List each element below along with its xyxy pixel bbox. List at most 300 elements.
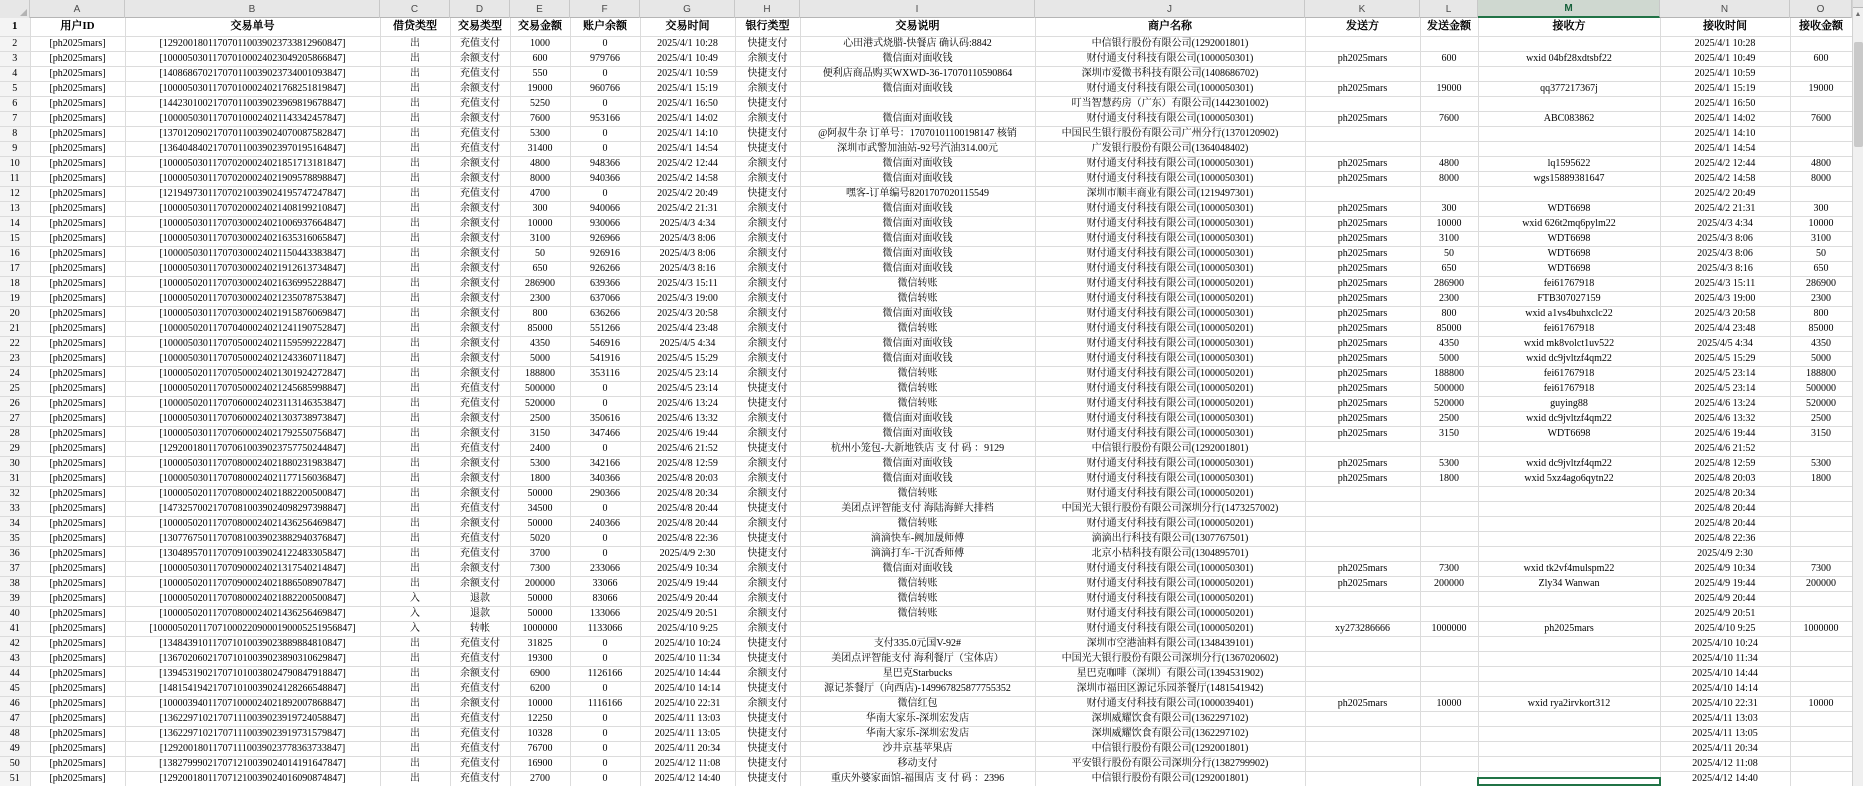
row-header-27[interactable]: 27 — [0, 411, 30, 426]
cell-K37[interactable]: ph2025mars — [1305, 561, 1420, 576]
cell-G49[interactable]: 2025/4/11 20:34 — [640, 741, 735, 756]
cell-O5[interactable]: 19000 — [1790, 81, 1852, 96]
cell-G27[interactable]: 2025/4/6 13:32 — [640, 411, 735, 426]
cell-C15[interactable]: 出 — [380, 231, 450, 246]
cell-H43[interactable]: 快捷支付 — [735, 651, 800, 666]
cell-A23[interactable]: [ph2025mars] — [30, 351, 125, 366]
cell-B4[interactable]: [140868670217070110039023734001093847] — [125, 66, 380, 81]
cell-F30[interactable]: 342166 — [570, 456, 640, 471]
cell-A15[interactable]: [ph2025mars] — [30, 231, 125, 246]
cell-O44[interactable] — [1790, 666, 1852, 681]
cell-J17[interactable]: 财付通支付科技有限公司(1000050301) — [1035, 261, 1305, 276]
column-header-H[interactable]: H — [735, 0, 800, 18]
cell-J4[interactable]: 深圳市爱微书科技有限公司(1408686702) — [1035, 66, 1305, 81]
cell-H18[interactable]: 余额支付 — [735, 276, 800, 291]
cell-L32[interactable] — [1420, 486, 1478, 501]
cell-I21[interactable]: 微信转账 — [800, 321, 1035, 336]
cell-K46[interactable]: ph2025mars — [1305, 696, 1420, 711]
cell-K8[interactable] — [1305, 126, 1420, 141]
cell-O4[interactable] — [1790, 66, 1852, 81]
cell-E28[interactable]: 3150 — [510, 426, 570, 441]
cell-H21[interactable]: 余额支付 — [735, 321, 800, 336]
cell-I19[interactable]: 微信转账 — [800, 291, 1035, 306]
cell-B29[interactable]: [129200180117070610039023757750244847] — [125, 441, 380, 456]
cell-N18[interactable]: 2025/4/3 15:11 — [1660, 276, 1790, 291]
cell-C16[interactable]: 出 — [380, 246, 450, 261]
column-header-F[interactable]: F — [570, 0, 640, 18]
cell-O14[interactable]: 10000 — [1790, 216, 1852, 231]
cell-E16[interactable]: 50 — [510, 246, 570, 261]
cell-F5[interactable]: 960766 — [570, 81, 640, 96]
cell-F45[interactable]: 0 — [570, 681, 640, 696]
cell-A6[interactable]: [ph2025mars] — [30, 96, 125, 111]
cell-J9[interactable]: 广发银行股份有限公司(1364048402) — [1035, 141, 1305, 156]
cell-C41[interactable]: 入 — [380, 621, 450, 636]
cell-C2[interactable]: 出 — [380, 36, 450, 51]
cell-O42[interactable] — [1790, 636, 1852, 651]
row-header-43[interactable]: 43 — [0, 651, 30, 666]
cell-J32[interactable]: 财付通支付科技有限公司(1000050201) — [1035, 486, 1305, 501]
column-title-cell-K1[interactable]: 发送方 — [1305, 18, 1420, 36]
cell-D7[interactable]: 余额支付 — [450, 111, 510, 126]
cell-K32[interactable] — [1305, 486, 1420, 501]
cell-I47[interactable]: 华南大家乐-深圳宏发店 — [800, 711, 1035, 726]
cell-F51[interactable]: 0 — [570, 771, 640, 786]
cell-J45[interactable]: 深圳市福田区源记乐园茶餐厅(1481541942) — [1035, 681, 1305, 696]
row-header-29[interactable]: 29 — [0, 441, 30, 456]
cell-O43[interactable] — [1790, 651, 1852, 666]
cell-D19[interactable]: 余额支付 — [450, 291, 510, 306]
cell-J19[interactable]: 财付通支付科技有限公司(1000050201) — [1035, 291, 1305, 306]
cell-B12[interactable]: [121949730117070210039024195747247847] — [125, 186, 380, 201]
cell-N39[interactable]: 2025/4/9 20:44 — [1660, 591, 1790, 606]
cell-G15[interactable]: 2025/4/3 8:06 — [640, 231, 735, 246]
cell-J36[interactable]: 北京小桔科技有限公司(1304895701) — [1035, 546, 1305, 561]
row-header-42[interactable]: 42 — [0, 636, 30, 651]
cell-D40[interactable]: 退款 — [450, 606, 510, 621]
cell-N10[interactable]: 2025/4/2 12:44 — [1660, 156, 1790, 171]
cell-L38[interactable]: 200000 — [1420, 576, 1478, 591]
cell-G51[interactable]: 2025/4/12 14:40 — [640, 771, 735, 786]
cell-G28[interactable]: 2025/4/6 19:44 — [640, 426, 735, 441]
cell-K43[interactable] — [1305, 651, 1420, 666]
cell-J7[interactable]: 财付通支付科技有限公司(1000050301) — [1035, 111, 1305, 126]
cell-L13[interactable]: 300 — [1420, 201, 1478, 216]
row-header-41[interactable]: 41 — [0, 621, 30, 636]
cell-E17[interactable]: 650 — [510, 261, 570, 276]
cell-N51[interactable]: 2025/4/12 14:40 — [1660, 771, 1790, 786]
row-header-18[interactable]: 18 — [0, 276, 30, 291]
cell-N11[interactable]: 2025/4/2 14:58 — [1660, 171, 1790, 186]
cell-E6[interactable]: 5250 — [510, 96, 570, 111]
cell-N33[interactable]: 2025/4/8 20:44 — [1660, 501, 1790, 516]
cell-F38[interactable]: 33066 — [570, 576, 640, 591]
cell-A11[interactable]: [ph2025mars] — [30, 171, 125, 186]
cell-M34[interactable] — [1478, 516, 1660, 531]
cell-H45[interactable]: 快捷支付 — [735, 681, 800, 696]
cell-L40[interactable] — [1420, 606, 1478, 621]
cell-C28[interactable]: 出 — [380, 426, 450, 441]
cell-J40[interactable]: 财付通支付科技有限公司(1000050201) — [1035, 606, 1305, 621]
cell-I46[interactable]: 微信红包 — [800, 696, 1035, 711]
cell-D32[interactable]: 余额支付 — [450, 486, 510, 501]
cell-C20[interactable]: 出 — [380, 306, 450, 321]
cell-I15[interactable]: 微信面对面收钱 — [800, 231, 1035, 246]
cell-K27[interactable]: ph2025mars — [1305, 411, 1420, 426]
cell-M23[interactable]: wxid dc9jvltzf4qm22 — [1478, 351, 1660, 366]
cell-A40[interactable]: [ph2025mars] — [30, 606, 125, 621]
cell-L47[interactable] — [1420, 711, 1478, 726]
cell-D8[interactable]: 充值支付 — [450, 126, 510, 141]
cell-F23[interactable]: 541916 — [570, 351, 640, 366]
cell-K34[interactable] — [1305, 516, 1420, 531]
cell-H22[interactable]: 余额支付 — [735, 336, 800, 351]
cell-E4[interactable]: 550 — [510, 66, 570, 81]
cell-H25[interactable]: 快捷支付 — [735, 381, 800, 396]
cell-B31[interactable]: [100005030117070800024021177156036847] — [125, 471, 380, 486]
cell-D38[interactable]: 余额支付 — [450, 576, 510, 591]
cell-C5[interactable]: 出 — [380, 81, 450, 96]
cell-F36[interactable]: 0 — [570, 546, 640, 561]
cell-A44[interactable]: [ph2025mars] — [30, 666, 125, 681]
cell-O50[interactable] — [1790, 756, 1852, 771]
cell-G42[interactable]: 2025/4/10 10:24 — [640, 636, 735, 651]
cell-F41[interactable]: 1133066 — [570, 621, 640, 636]
cell-C11[interactable]: 出 — [380, 171, 450, 186]
cell-E49[interactable]: 76700 — [510, 741, 570, 756]
cell-J51[interactable]: 中信银行股份有限公司(1292001801) — [1035, 771, 1305, 786]
cell-F15[interactable]: 926966 — [570, 231, 640, 246]
column-header-A[interactable]: A — [30, 0, 125, 18]
cell-G4[interactable]: 2025/4/1 10:59 — [640, 66, 735, 81]
cell-K33[interactable] — [1305, 501, 1420, 516]
cell-N31[interactable]: 2025/4/8 20:03 — [1660, 471, 1790, 486]
cell-L48[interactable] — [1420, 726, 1478, 741]
cell-J5[interactable]: 财付通支付科技有限公司(1000050301) — [1035, 81, 1305, 96]
cell-G33[interactable]: 2025/4/8 20:44 — [640, 501, 735, 516]
cell-A41[interactable]: [ph2025mars] — [30, 621, 125, 636]
cell-E19[interactable]: 2300 — [510, 291, 570, 306]
cell-C51[interactable]: 出 — [380, 771, 450, 786]
row-header-1[interactable]: 1 — [0, 18, 30, 36]
cell-G2[interactable]: 2025/4/1 10:28 — [640, 36, 735, 51]
cell-A50[interactable]: [ph2025mars] — [30, 756, 125, 771]
cell-N17[interactable]: 2025/4/3 8:16 — [1660, 261, 1790, 276]
cell-N6[interactable]: 2025/4/1 16:50 — [1660, 96, 1790, 111]
cell-O32[interactable] — [1790, 486, 1852, 501]
cell-D9[interactable]: 充值支付 — [450, 141, 510, 156]
cell-L19[interactable]: 2300 — [1420, 291, 1478, 306]
cell-J8[interactable]: 中国民生银行股份有限公司广州分行(1370120902) — [1035, 126, 1305, 141]
cell-J29[interactable]: 中信银行股份有限公司(1292001801) — [1035, 441, 1305, 456]
cell-M41[interactable]: ph2025mars — [1478, 621, 1660, 636]
cell-L43[interactable] — [1420, 651, 1478, 666]
cell-O46[interactable]: 10000 — [1790, 696, 1852, 711]
cell-M47[interactable] — [1478, 711, 1660, 726]
column-title-cell-L1[interactable]: 发送金额 — [1420, 18, 1478, 36]
cell-N13[interactable]: 2025/4/2 21:31 — [1660, 201, 1790, 216]
cell-J50[interactable]: 平安银行股份有限公司深圳分行(1382799902) — [1035, 756, 1305, 771]
cell-J14[interactable]: 财付通支付科技有限公司(1000050301) — [1035, 216, 1305, 231]
cell-H27[interactable]: 余额支付 — [735, 411, 800, 426]
cell-F39[interactable]: 83066 — [570, 591, 640, 606]
cell-L26[interactable]: 520000 — [1420, 396, 1478, 411]
cell-G10[interactable]: 2025/4/2 12:44 — [640, 156, 735, 171]
cell-E32[interactable]: 50000 — [510, 486, 570, 501]
cell-I22[interactable]: 微信面对面收钱 — [800, 336, 1035, 351]
column-title-cell-M1[interactable]: 接收方 — [1478, 18, 1660, 36]
cell-J12[interactable]: 深圳市顺丰商业有限公司(1219497301) — [1035, 186, 1305, 201]
cell-E51[interactable]: 2700 — [510, 771, 570, 786]
cell-N16[interactable]: 2025/4/3 8:06 — [1660, 246, 1790, 261]
cell-K18[interactable]: ph2025mars — [1305, 276, 1420, 291]
cell-L35[interactable] — [1420, 531, 1478, 546]
cell-K17[interactable]: ph2025mars — [1305, 261, 1420, 276]
vertical-scrollbar[interactable] — [1852, 0, 1863, 786]
cell-M29[interactable] — [1478, 441, 1660, 456]
cell-H49[interactable]: 快捷支付 — [735, 741, 800, 756]
cell-D3[interactable]: 余额支付 — [450, 51, 510, 66]
cell-J30[interactable]: 财付通支付科技有限公司(1000050301) — [1035, 456, 1305, 471]
cell-A34[interactable]: [ph2025mars] — [30, 516, 125, 531]
cell-L29[interactable] — [1420, 441, 1478, 456]
cell-C10[interactable]: 出 — [380, 156, 450, 171]
cell-F33[interactable]: 0 — [570, 501, 640, 516]
cell-L45[interactable] — [1420, 681, 1478, 696]
cell-H19[interactable]: 余额支付 — [735, 291, 800, 306]
row-header-9[interactable]: 9 — [0, 141, 30, 156]
cell-E26[interactable]: 520000 — [510, 396, 570, 411]
cell-A27[interactable]: [ph2025mars] — [30, 411, 125, 426]
cell-G37[interactable]: 2025/4/9 10:34 — [640, 561, 735, 576]
cell-O19[interactable]: 2300 — [1790, 291, 1852, 306]
cell-N45[interactable]: 2025/4/10 14:14 — [1660, 681, 1790, 696]
cell-J38[interactable]: 财付通支付科技有限公司(1000050201) — [1035, 576, 1305, 591]
cell-N29[interactable]: 2025/4/6 21:52 — [1660, 441, 1790, 456]
cell-J24[interactable]: 财付通支付科技有限公司(1000050201) — [1035, 366, 1305, 381]
cell-K50[interactable] — [1305, 756, 1420, 771]
cell-I45[interactable]: 源记茶餐厅（向西店)-149967825877755352 — [800, 681, 1035, 696]
cell-G41[interactable]: 2025/4/10 9:25 — [640, 621, 735, 636]
cell-C27[interactable]: 出 — [380, 411, 450, 426]
cell-B36[interactable]: [130489570117070910039024122483305847] — [125, 546, 380, 561]
row-header-33[interactable]: 33 — [0, 501, 30, 516]
column-header-J[interactable]: J — [1035, 0, 1305, 18]
scrollbar-split-handle[interactable] — [1853, 0, 1863, 8]
cell-O9[interactable] — [1790, 141, 1852, 156]
cell-M32[interactable] — [1478, 486, 1660, 501]
row-header-46[interactable]: 46 — [0, 696, 30, 711]
cell-O13[interactable]: 300 — [1790, 201, 1852, 216]
cell-M18[interactable]: fei61767918 — [1478, 276, 1660, 291]
cell-D14[interactable]: 余额支付 — [450, 216, 510, 231]
cell-B48[interactable]: [136229710217071110039023919731579847] — [125, 726, 380, 741]
cell-E7[interactable]: 7600 — [510, 111, 570, 126]
cell-N38[interactable]: 2025/4/9 19:44 — [1660, 576, 1790, 591]
cell-M11[interactable]: wgs15889381647 — [1478, 171, 1660, 186]
cell-I51[interactable]: 重庆外婆家面馆-福围店 支 付 码 ：2396 — [800, 771, 1035, 786]
cell-G39[interactable]: 2025/4/9 20:44 — [640, 591, 735, 606]
cell-H20[interactable]: 余额支付 — [735, 306, 800, 321]
cell-B49[interactable]: [129200180117071110039023778363733847] — [125, 741, 380, 756]
cell-D48[interactable]: 充值支付 — [450, 726, 510, 741]
cell-C48[interactable]: 出 — [380, 726, 450, 741]
cell-G16[interactable]: 2025/4/3 8:06 — [640, 246, 735, 261]
cell-A2[interactable]: [ph2025mars] — [30, 36, 125, 51]
cell-D46[interactable]: 余额支付 — [450, 696, 510, 711]
cell-G44[interactable]: 2025/4/10 14:44 — [640, 666, 735, 681]
cell-H12[interactable]: 快捷支付 — [735, 186, 800, 201]
cell-H23[interactable]: 余额支付 — [735, 351, 800, 366]
cell-G43[interactable]: 2025/4/10 11:34 — [640, 651, 735, 666]
cell-I24[interactable]: 微信转账 — [800, 366, 1035, 381]
cell-H4[interactable]: 快捷支付 — [735, 66, 800, 81]
cell-J3[interactable]: 财付通支付科技有限公司(1000050301) — [1035, 51, 1305, 66]
cell-E14[interactable]: 10000 — [510, 216, 570, 231]
cell-A19[interactable]: [ph2025mars] — [30, 291, 125, 306]
cell-N2[interactable]: 2025/4/1 10:28 — [1660, 36, 1790, 51]
cell-H13[interactable]: 余额支付 — [735, 201, 800, 216]
cell-L9[interactable] — [1420, 141, 1478, 156]
cell-F12[interactable]: 0 — [570, 186, 640, 201]
cell-E40[interactable]: 50000 — [510, 606, 570, 621]
cell-B26[interactable]: [100005020117070600024023113146353847] — [125, 396, 380, 411]
cell-F28[interactable]: 347466 — [570, 426, 640, 441]
cell-E33[interactable]: 34500 — [510, 501, 570, 516]
cell-M48[interactable] — [1478, 726, 1660, 741]
cell-J31[interactable]: 财付通支付科技有限公司(1000050301) — [1035, 471, 1305, 486]
row-header-10[interactable]: 10 — [0, 156, 30, 171]
cell-I4[interactable]: 便利店商品购买WXWD-36-17070110590864 — [800, 66, 1035, 81]
cell-M42[interactable] — [1478, 636, 1660, 651]
cell-J26[interactable]: 财付通支付科技有限公司(1000050201) — [1035, 396, 1305, 411]
cell-M36[interactable] — [1478, 546, 1660, 561]
cell-O33[interactable] — [1790, 501, 1852, 516]
cell-H5[interactable]: 余额支付 — [735, 81, 800, 96]
cell-G50[interactable]: 2025/4/12 11:08 — [640, 756, 735, 771]
cell-O34[interactable] — [1790, 516, 1852, 531]
row-header-47[interactable]: 47 — [0, 711, 30, 726]
cell-G6[interactable]: 2025/4/1 16:50 — [640, 96, 735, 111]
cell-D33[interactable]: 充值支付 — [450, 501, 510, 516]
cell-H51[interactable]: 快捷支付 — [735, 771, 800, 786]
cell-L7[interactable]: 7600 — [1420, 111, 1478, 126]
cell-I27[interactable]: 微信面对面收钱 — [800, 411, 1035, 426]
cell-N40[interactable]: 2025/4/9 20:51 — [1660, 606, 1790, 621]
column-header-N[interactable]: N — [1660, 0, 1790, 18]
cell-B17[interactable]: [100005030117070300024021912613734847] — [125, 261, 380, 276]
cell-O49[interactable] — [1790, 741, 1852, 756]
cell-C21[interactable]: 出 — [380, 321, 450, 336]
cell-G3[interactable]: 2025/4/1 10:49 — [640, 51, 735, 66]
cell-A37[interactable]: [ph2025mars] — [30, 561, 125, 576]
cell-E46[interactable]: 10000 — [510, 696, 570, 711]
cell-J27[interactable]: 财付通支付科技有限公司(1000050301) — [1035, 411, 1305, 426]
cell-J23[interactable]: 财付通支付科技有限公司(1000050301) — [1035, 351, 1305, 366]
cell-M27[interactable]: wxid dc9jvltzf4qm22 — [1478, 411, 1660, 426]
cell-H42[interactable]: 快捷支付 — [735, 636, 800, 651]
column-title-cell-G1[interactable]: 交易时间 — [640, 18, 735, 36]
cell-B18[interactable]: [100005020117070300024021636995228847] — [125, 276, 380, 291]
cell-E3[interactable]: 600 — [510, 51, 570, 66]
cell-N4[interactable]: 2025/4/1 10:59 — [1660, 66, 1790, 81]
cell-M35[interactable] — [1478, 531, 1660, 546]
cell-I34[interactable]: 微信转账 — [800, 516, 1035, 531]
cell-E12[interactable]: 4700 — [510, 186, 570, 201]
column-header-M[interactable]: M — [1478, 0, 1660, 18]
cell-N41[interactable]: 2025/4/10 9:25 — [1660, 621, 1790, 636]
cell-I42[interactable]: 支付335.0元国V-92# — [800, 636, 1035, 651]
cell-C26[interactable]: 出 — [380, 396, 450, 411]
cell-O28[interactable]: 3150 — [1790, 426, 1852, 441]
cell-B15[interactable]: [100005030117070300024021635316065847] — [125, 231, 380, 246]
column-title-cell-A1[interactable]: 用户ID — [30, 18, 125, 36]
cell-B25[interactable]: [100005020117070500024021245685998847] — [125, 381, 380, 396]
cell-F35[interactable]: 0 — [570, 531, 640, 546]
cell-A16[interactable]: [ph2025mars] — [30, 246, 125, 261]
cell-A48[interactable]: [ph2025mars] — [30, 726, 125, 741]
cell-H39[interactable]: 余额支付 — [735, 591, 800, 606]
cell-J37[interactable]: 财付通支付科技有限公司(1000050301) — [1035, 561, 1305, 576]
row-header-16[interactable]: 16 — [0, 246, 30, 261]
cell-C9[interactable]: 出 — [380, 141, 450, 156]
cell-K49[interactable] — [1305, 741, 1420, 756]
cell-L30[interactable]: 5300 — [1420, 456, 1478, 471]
cell-H48[interactable]: 快捷支付 — [735, 726, 800, 741]
cell-K41[interactable]: xy273286666 — [1305, 621, 1420, 636]
cell-I17[interactable]: 微信面对面收钱 — [800, 261, 1035, 276]
cell-K45[interactable] — [1305, 681, 1420, 696]
cell-D25[interactable]: 充值支付 — [450, 381, 510, 396]
cell-O36[interactable] — [1790, 546, 1852, 561]
cell-J44[interactable]: 星巴克咖啡（深圳）有限公司(1394531902) — [1035, 666, 1305, 681]
cell-M49[interactable] — [1478, 741, 1660, 756]
cell-H33[interactable]: 快捷支付 — [735, 501, 800, 516]
cell-D35[interactable]: 充值支付 — [450, 531, 510, 546]
cell-B8[interactable]: [137012090217070110039024070087582847] — [125, 126, 380, 141]
cell-I50[interactable]: 移动支付 — [800, 756, 1035, 771]
cell-B44[interactable]: [139453190217071010038024790847918847] — [125, 666, 380, 681]
cell-K20[interactable]: ph2025mars — [1305, 306, 1420, 321]
cell-G22[interactable]: 2025/4/5 4:34 — [640, 336, 735, 351]
cell-D13[interactable]: 余额支付 — [450, 201, 510, 216]
cell-A25[interactable]: [ph2025mars] — [30, 381, 125, 396]
cell-C37[interactable]: 出 — [380, 561, 450, 576]
row-header-5[interactable]: 5 — [0, 81, 30, 96]
cell-B24[interactable]: [100005020117070500024021301924272847] — [125, 366, 380, 381]
cell-A3[interactable]: [ph2025mars] — [30, 51, 125, 66]
cell-N34[interactable]: 2025/4/8 20:44 — [1660, 516, 1790, 531]
cell-D36[interactable]: 充值支付 — [450, 546, 510, 561]
cell-H14[interactable]: 余额支付 — [735, 216, 800, 231]
cell-O16[interactable]: 50 — [1790, 246, 1852, 261]
cell-I32[interactable]: 微信转账 — [800, 486, 1035, 501]
cell-L50[interactable] — [1420, 756, 1478, 771]
cell-H17[interactable]: 余额支付 — [735, 261, 800, 276]
column-header-G[interactable]: G — [640, 0, 735, 18]
row-header-13[interactable]: 13 — [0, 201, 30, 216]
cell-J46[interactable]: 财付通支付科技有限公司(1000039401) — [1035, 696, 1305, 711]
cell-J21[interactable]: 财付通支付科技有限公司(1000050201) — [1035, 321, 1305, 336]
cell-F7[interactable]: 953166 — [570, 111, 640, 126]
column-title-cell-F1[interactable]: 账户余额 — [570, 18, 640, 36]
cell-D20[interactable]: 余额支付 — [450, 306, 510, 321]
cell-I49[interactable]: 沙井京基苹果店 — [800, 741, 1035, 756]
cell-A21[interactable]: [ph2025mars] — [30, 321, 125, 336]
cell-D5[interactable]: 余额支付 — [450, 81, 510, 96]
cell-J10[interactable]: 财付通支付科技有限公司(1000050301) — [1035, 156, 1305, 171]
cell-H26[interactable]: 快捷支付 — [735, 396, 800, 411]
